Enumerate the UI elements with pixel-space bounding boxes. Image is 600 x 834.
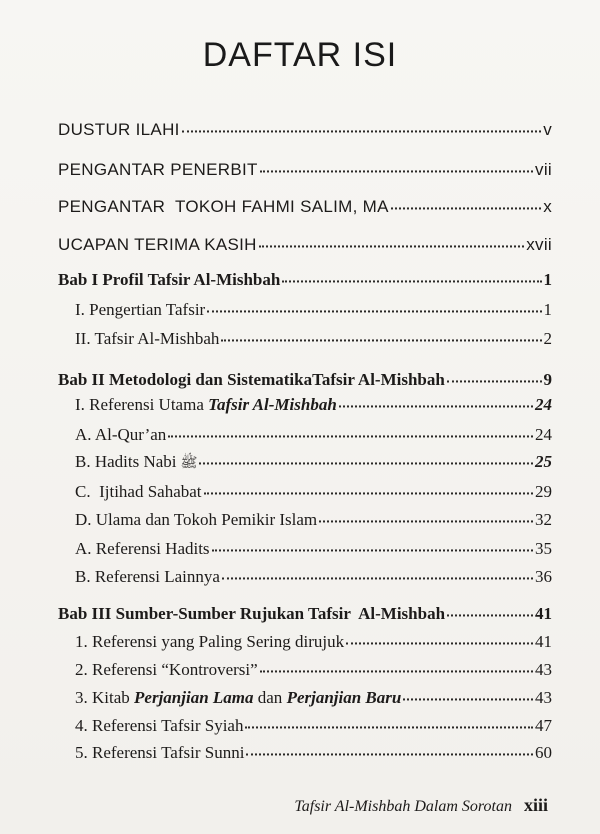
leader-dots (346, 627, 533, 644)
leader-dots (245, 711, 533, 728)
toc-entry-ucapan-terima-kasih[interactable] (58, 233, 552, 255)
page-footer (294, 795, 548, 816)
leader-dots (222, 562, 533, 579)
toc-entry-label: Bab I Profil Tafsir Al-Mishbah (58, 270, 281, 290)
toc-entry-page: 24 (535, 395, 552, 415)
leader-dots (282, 265, 541, 282)
label-prefix: I. Referensi Utama (75, 395, 209, 415)
leader-dots (168, 420, 533, 437)
toc-entry-page: 24 (535, 425, 552, 445)
toc-entry-label: PENGANTAR TOKOH FAHMI SALIM, MA (58, 197, 389, 217)
toc-subentry[interactable] (75, 393, 552, 415)
toc-chapter-bab-1[interactable] (58, 268, 552, 290)
label-prefix: 3. Kitab (75, 688, 135, 708)
toc-entry-page: 36 (535, 567, 552, 587)
toc-entry-label: D. Ulama dan Tokoh Pemikir Islam (75, 510, 318, 530)
toc-entry-label: A. Referensi Hadits (75, 539, 210, 559)
leader-dots (204, 477, 533, 494)
toc-entry-page: x (543, 197, 552, 217)
toc-entry-pengantar-tokoh[interactable] (58, 195, 552, 217)
label-italic-2: Perjanjian Baru (286, 688, 402, 708)
toc-entry-page: xvii (526, 235, 552, 255)
label-text: B. Hadits Nabi (75, 452, 177, 472)
toc-entry-label: UCAPAN TERIMA KASIH (58, 235, 257, 255)
toc-subentry[interactable] (75, 537, 552, 559)
page-number: xiii (523, 795, 548, 815)
leader-dots (260, 155, 533, 172)
leader-dots (391, 192, 541, 209)
toc-chapter-bab-3[interactable] (58, 602, 552, 624)
toc-entry-label: 2. Referensi “Kontroversi” (75, 660, 258, 680)
toc-entry-page: 1 (543, 270, 552, 290)
toc-entry-label: I. Pengertian Tafsir (75, 300, 206, 320)
label-italic: Tafsir Al-Mishbah (208, 395, 337, 415)
toc-subentry[interactable] (75, 630, 552, 652)
toc-entry-page: 41 (535, 632, 552, 652)
toc-entry-page: 9 (543, 370, 552, 390)
toc-entry-pengantar-penerbit[interactable] (58, 158, 552, 180)
toc-subentry[interactable] (75, 327, 552, 349)
toc-subentry[interactable] (75, 450, 552, 474)
toc-entry-page: 25 (535, 452, 552, 472)
toc-entry-label: II. Tafsir Al-Mishbah (75, 329, 220, 349)
toc-entry-label: 1. Referensi yang Paling Sering dirujuk (75, 632, 345, 652)
toc-subentry[interactable] (75, 658, 552, 680)
toc-entry-page: 60 (535, 743, 552, 763)
toc-entry-label: DUSTUR ILAHI (58, 120, 180, 140)
toc-subentry[interactable] (75, 508, 552, 530)
leader-dots (259, 230, 525, 247)
label-mid: dan (253, 688, 287, 708)
salawat-glyph: ﷺ (180, 456, 198, 472)
leader-dots (339, 390, 533, 407)
running-title: Tafsir Al-Mishbah Dalam Sorotan (294, 798, 512, 815)
label-italic: Perjanjian Lama (134, 688, 254, 708)
leader-dots (260, 655, 533, 672)
leader-dots (319, 505, 533, 522)
toc-entry-label: Bab II Metodologi dan SistematikaTafsir Al-Mishbah (58, 370, 445, 390)
toc-subentry[interactable] (75, 565, 552, 587)
leader-dots (182, 115, 542, 132)
toc-entry-page: vii (535, 160, 552, 180)
toc-entry-label: B. Referensi Lainnya (75, 567, 220, 587)
page-title: DAFTAR ISI (202, 36, 398, 74)
toc-entry-page: 47 (535, 716, 552, 736)
toc-entry-page: 35 (535, 539, 552, 559)
toc-entry-label: 5. Referensi Tafsir Sunni (75, 743, 245, 763)
leader-dots (246, 738, 533, 755)
leader-dots (447, 599, 533, 616)
toc-entry-label (75, 452, 197, 474)
toc-chapter-bab-2[interactable] (58, 368, 552, 390)
leader-dots (447, 365, 542, 382)
leader-dots (403, 683, 533, 700)
leader-dots (212, 534, 533, 551)
leader-dots (207, 295, 541, 312)
leader-dots (199, 447, 533, 464)
toc-entry-page: 43 (535, 660, 552, 680)
toc-entry-page: 43 (535, 688, 552, 708)
toc-subentry[interactable] (75, 741, 552, 763)
toc-entry-label (75, 688, 401, 708)
toc-entry-page: 32 (535, 510, 552, 530)
toc-entry-page: 1 (543, 300, 552, 320)
toc-entry-label: C. Ijtihad Sahabat (75, 482, 202, 502)
toc-subentry[interactable] (75, 714, 552, 736)
toc-entry-label (75, 395, 337, 415)
toc-entry-page: 29 (535, 482, 552, 502)
toc-entry-page: 2 (543, 329, 552, 349)
leader-dots (221, 324, 541, 341)
toc-subentry[interactable] (75, 686, 552, 708)
toc-subentry[interactable] (75, 298, 552, 320)
toc-entry-label: PENGANTAR PENERBIT (58, 160, 258, 180)
toc-entry-label: Bab III Sumber-Sumber Rujukan Tafsir Al-Mishbah (58, 604, 446, 624)
toc-entry-dustur-ilahi[interactable] (58, 118, 552, 140)
toc-entry-label: 4. Referensi Tafsir Syiah (75, 716, 244, 736)
toc-entry-label: A. Al-Qur’an (75, 425, 167, 445)
toc-subentry[interactable] (75, 423, 552, 445)
toc-subentry[interactable] (75, 480, 552, 502)
toc-entry-page: v (543, 120, 552, 140)
toc-entry-page: 41 (535, 604, 552, 624)
